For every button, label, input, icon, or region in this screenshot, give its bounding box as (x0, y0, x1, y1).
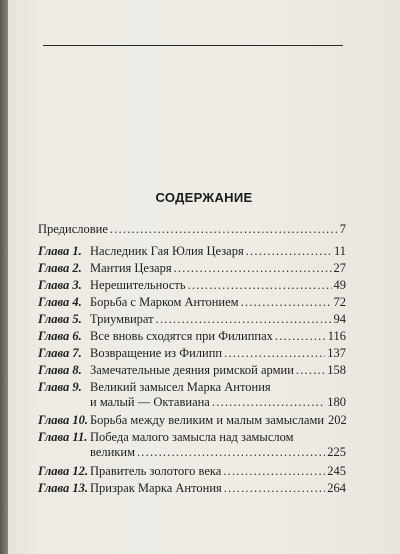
entry-title: Великий замысел Марка Антония (90, 380, 271, 394)
chapter-label: Глава 5. (38, 312, 82, 326)
entry-page: 202 (328, 413, 347, 427)
chapter-label: Глава 12. (38, 464, 89, 478)
leader-dots (223, 464, 325, 479)
entry-page: 245 (327, 464, 346, 478)
entry-title: Все вновь сходятся при Филиппах (90, 329, 273, 343)
toc-entry-7 (38, 346, 346, 361)
chapter-label: Глава 4. (38, 295, 82, 309)
toc-entry-13 (38, 481, 346, 496)
entry-page: 158 (327, 363, 346, 377)
chapter-label: Глава 13. (38, 481, 89, 495)
toc-entry-4 (38, 295, 346, 310)
chapter-label: Глава 10. (38, 413, 89, 427)
entry-page: 264 (327, 481, 346, 495)
leader-dots (224, 346, 325, 361)
toc-heading: СОДЕРЖАНИЕ (155, 190, 253, 205)
entry-page: 11 (333, 244, 346, 258)
chapter-label: Глава 9. (38, 380, 82, 394)
leader-dots (224, 481, 325, 496)
entry-page: 116 (327, 329, 346, 343)
entry-title: Триумвират (90, 312, 154, 326)
toc-entry-8 (38, 363, 346, 378)
chapter-label: Глава 2. (38, 261, 82, 275)
entry-title: Нерешительность (90, 278, 186, 292)
entry-page: 7 (339, 222, 346, 236)
entry-title: Борьба между великим и малым замыслами (90, 413, 325, 427)
entry-title: Борьба с Марком Антонием (90, 295, 239, 309)
entry-title: Мантия Цезаря (90, 261, 172, 275)
entry-title-continued: великим (90, 445, 135, 459)
toc-entry-11 (38, 430, 346, 460)
entry-title: Предисловие (38, 222, 108, 236)
toc-entry-3 (38, 278, 346, 293)
leader-dots (174, 261, 332, 276)
entry-title: Призрак Марка Антония (90, 481, 222, 495)
leader-dots (188, 278, 332, 293)
entry-page: 180 (327, 395, 346, 409)
chapter-label: Глава 8. (38, 363, 82, 377)
chapter-label: Глава 7. (38, 346, 82, 360)
leader-dots (275, 329, 326, 344)
toc-entry-5 (38, 312, 346, 327)
entry-page: 94 (333, 312, 346, 326)
leader-dots (241, 295, 332, 310)
chapter-label: Глава 1. (38, 244, 82, 258)
leader-dots (246, 244, 332, 259)
entry-page: 27 (333, 261, 346, 275)
entry-page: 49 (333, 278, 346, 292)
toc-entry-12 (38, 464, 346, 479)
leader-dots (110, 222, 338, 237)
entry-page: 72 (333, 295, 346, 309)
header-rule (43, 45, 343, 46)
entry-title: Наследник Гая Юлия Цезаря (90, 244, 244, 258)
page-edge-shadow (0, 0, 8, 554)
leader-dots (212, 395, 325, 410)
leader-dots (296, 363, 325, 378)
chapter-label: Глава 3. (38, 278, 82, 292)
entry-page: 137 (327, 346, 346, 360)
toc-entry-9 (38, 380, 346, 410)
entry-title: Замечательные деяния римской армии (90, 363, 294, 377)
toc-entry-1 (38, 244, 346, 259)
leader-dots (137, 445, 325, 460)
entry-title: Правитель золотого века (90, 464, 222, 478)
chapter-label: Глава 6. (38, 329, 82, 343)
entry-page: 225 (327, 445, 346, 459)
entry-title: Возвращение из Филипп (90, 346, 223, 360)
toc-entry-6 (38, 329, 346, 344)
toc-entry-preface (38, 222, 346, 237)
chapter-label: Глава 11. (38, 430, 88, 444)
toc-entry-10 (38, 413, 346, 428)
toc-entry-2 (38, 261, 346, 276)
entry-title: Победа малого замысла над замыслом (90, 430, 294, 444)
leader-dots (156, 312, 332, 327)
entry-title-continued: и малый — Октавиана (90, 395, 210, 409)
